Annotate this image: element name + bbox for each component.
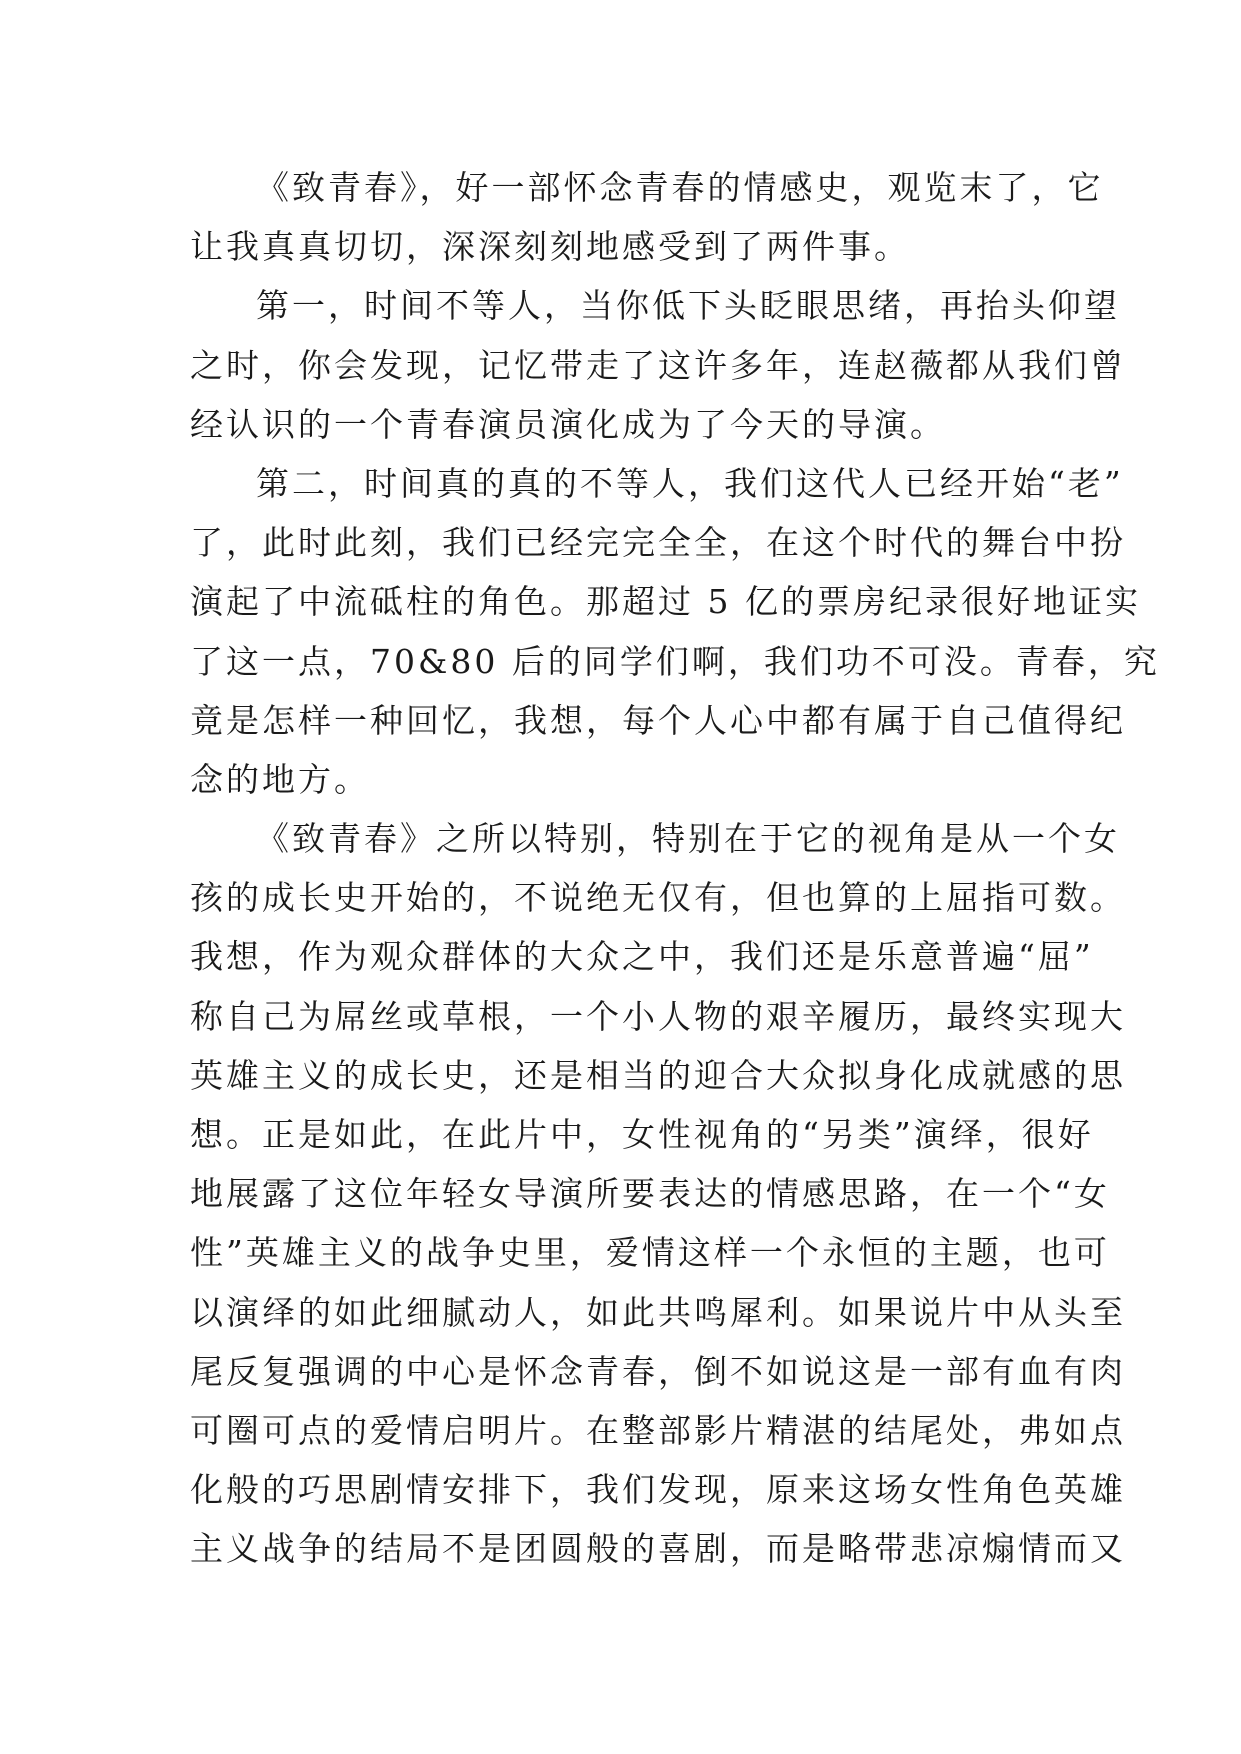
paragraph-2-line-2: 之时，你会发现，记忆带走了这许多年，连赵薇都从我们曾 — [190, 345, 1126, 385]
body-text — [190, 158, 1160, 1579]
paragraph-4-line-13: 主义战争的结局不是团圆般的喜剧，而是略带悲凉煽情而又 — [190, 1529, 1126, 1569]
paragraph-4-line-4: 称自己为屌丝或草根，一个小人物的艰辛履历，最终实现大 — [190, 996, 1126, 1036]
paragraph-1-line-2: 让我真真切切，深深刻刻地感受到了两件事。 — [190, 227, 910, 267]
paragraph-4-line-6: 想。正是如此，在此片中，女性视角的“另类”演绎，很好 — [190, 1115, 1094, 1154]
paragraph-2-line-1: 第一，时间不等人，当你低下头眨眼思绪，再抬头仰望 — [256, 286, 1120, 326]
paragraph-3-line-1: 第二，时间真的真的不等人，我们这代人已经开始“老” — [256, 463, 1124, 503]
paragraph-4-line-8: 性”英雄主义的战争史里，爱情这样一个永恒的主题，也可 — [190, 1233, 1110, 1273]
paragraph-4-line-2: 孩的成长史开始的，不说绝无仅有，但也算的上屈指可数。 — [190, 878, 1126, 918]
paragraph-3-line-5: 竟是怎样一种回忆，我想，每个人心中都有属于自己值得纪 — [190, 700, 1126, 740]
paragraph-4-line-10: 尾反复强调的中心是怀念青春，倒不如说这是一部有血有肉 — [190, 1351, 1126, 1391]
paragraph-3-line-4: 了这一点，70&80 后的同学们啊，我们功不可没。青春，究 — [190, 641, 1160, 681]
paragraph-3-line-3: 演起了中流砥柱的角色。那超过 5 亿的票房纪录很好地证实 — [190, 582, 1141, 622]
paragraph-2-line-3: 经认识的一个青春演员演化成为了今天的导演。 — [190, 404, 946, 444]
paragraph-3-line-2: 了，此时此刻，我们已经完完全全，在这个时代的舞台中扮 — [190, 523, 1126, 563]
paragraph-4-line-5: 英雄主义的成长史，还是相当的迎合大众拟身化成就感的思 — [190, 1055, 1126, 1095]
paragraph-4-line-1: 《致青春》之所以特别，特别在于它的视角是从一个女 — [256, 819, 1120, 859]
paragraph-4-line-9: 以演绎的如此细腻动人，如此共鸣犀利。如果说片中从头至 — [190, 1292, 1126, 1332]
paragraph-4-line-12: 化般的巧思剧情安排下，我们发现，原来这场女性角色英雄 — [190, 1470, 1126, 1510]
paragraph-3-line-6: 念的地方。 — [190, 759, 370, 799]
paragraph-4-line-7: 地展露了这位年轻女导演所要表达的情感思路，在一个“女 — [190, 1174, 1110, 1214]
paragraph-4-line-3: 我想，作为观众群体的大众之中，我们还是乐意普遍“屈” — [190, 937, 1094, 977]
paragraph-1-line-1: 《致青春》，好一部怀念青春的情感史，观览末了，它 — [256, 168, 1104, 207]
paragraph-4-line-11: 可圈可点的爱情启明片。在整部影片精湛的结尾处，弗如点 — [190, 1410, 1126, 1450]
